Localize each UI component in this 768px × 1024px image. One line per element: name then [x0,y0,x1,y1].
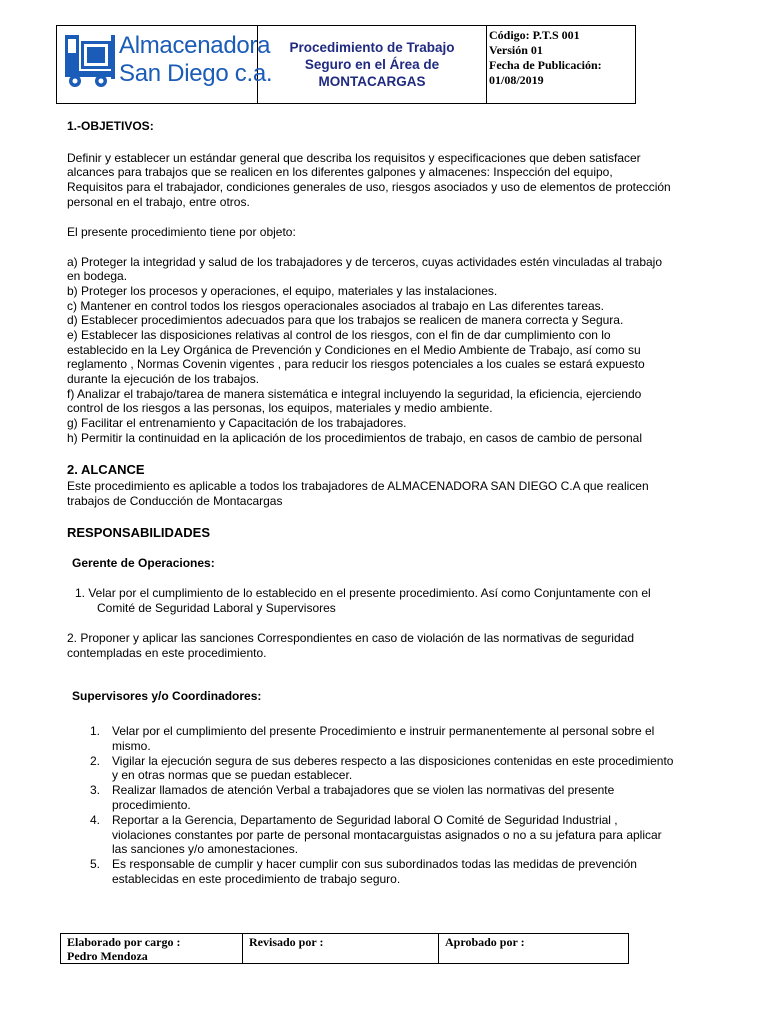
aprobado-cell [439,934,628,963]
section-heading-alcance: 2. ALCANCE [67,462,145,477]
list-item: las sanciones y/o amonestaciones. [112,842,299,856]
paragraph-line: Definir y establecer un estándar general que describa los requisitos y especificaciones que deben satisfacer [67,151,641,165]
header-table [56,25,636,104]
title-line: Seguro en el Área de [304,57,440,72]
objective-item: en bodega. [67,269,128,283]
list-item: violaciones constantes por parte de personal montacarguistas asignados o no a su jefatura para aplicar [112,828,662,842]
list-number: 3. [90,783,101,797]
elaborado-name: Pedro Mendoza [67,949,148,963]
paragraph-line: Requisitos para el trabajador, condiciones generales de uso, riesgos asociados y uso de elementos de protección [67,180,671,194]
list-item: procedimiento. [112,798,191,812]
title-line: MONTACARGAS [318,74,426,89]
objective-item: f) Analizar el trabajo/tarea de manera sistemática e integral incluyendo la seguridad, la eficiencia, ejerciendo [67,387,642,401]
list-item: Reportar a la Gerencia, Departamento de Seguridad laboral O Comité de Seguridad Industrial , [112,813,618,827]
meta-date-label: Fecha de Publicación: [489,58,602,72]
objective-item: e) Establecer las disposiciones relativas al control de los riesgos, con el fin de dar cumplimiento con lo [67,328,611,342]
list-item: y en otras normas que se puedan establecer. [112,768,353,782]
logo-line-2: San Diego c.a. [119,60,273,87]
objective-item: d) Establecer procedimientos adecuados para que los trabajos se realicen de manera correcta y Segura. [67,313,624,327]
forklift-logo-icon [65,31,117,93]
objective-item: b) Proteger los procesos y operaciones, el equipo, materiales y las instalaciones. [67,284,498,298]
list-item: Velar por el cumplimiento del presente Procedimiento e instruir permanentemente al personal sobre el [112,724,655,738]
objective-item: establecido en la Ley Orgánica de Prevención y Condiciones en el Medio Ambiente de Trabajo, así como su [67,343,641,357]
meta-code: Código: P.T.S 001 [489,28,580,42]
list-item: Es responsable de cumplir y hacer cumplir con sus subordinados todas las medidas de prevención [112,857,637,871]
meta-version: Versión 01 [489,43,543,57]
document-title [258,26,487,103]
aprobado-label: Aprobado por : [445,935,525,949]
company-logo [57,26,273,103]
subheading-gerente: Gerente de Operaciones: [72,556,215,570]
alcance-line: Este procedimiento es aplicable a todos los trabajadores de ALMACENADORA SAN DIEGO C.A que realicen [67,479,649,493]
objective-item: c) Mantener en control todos los riesgos operacionales asociados al trabajo en Las diferentes tareas. [67,299,604,313]
objective-item: control de los riesgos a las personas, los equipos, materiales y medio ambiente. [67,401,493,415]
subheading-supervisores: Supervisores y/o Coordinadores: [72,689,262,703]
logo-line-1: Almacenadora [119,32,271,59]
objective-item: reglamento , Normas Covenin vigentes , para reducir los riesgos potenciales a los cuales se estará expuesto [67,357,645,371]
paragraph-line: alcances para trabajos que se realicen en los diferentes galpones y almacenes: Inspección del equipo, [67,165,613,179]
objective-item: a) Proteger la integridad y salud de los trabajadores y de terceros, cuyas actividades estén vinculadas al trabajo [67,255,663,269]
document-meta [487,26,635,103]
elaborado-cell [61,934,243,963]
title-line: Procedimiento de Trabajo [289,40,455,55]
list-item: Vigilar la ejecución segura de sus deberes respecto a las disposiciones contenidas en este procedimiento [112,754,674,768]
revisado-label: Revisado por : [249,935,324,949]
paragraph-line: personal en el trabajo, entre otros. [67,195,250,209]
list-number: 2. [90,754,101,768]
meta-date: 01/08/2019 [489,73,544,87]
elaborado-label: Elaborado por cargo : [67,935,181,949]
list-item: mismo. [112,739,151,753]
objective-item: g) Facilitar el entrenamiento y Capacitación de los trabajadores. [67,416,407,430]
list-item: Realizar llamados de atención Verbal a trabajadores que se violen las normativas del presente [112,783,615,797]
gerente-item-2: 2. Proponer y aplicar las sanciones Correspondientes en caso de violación de las normativas de seguridad [67,631,634,645]
list-number: 5. [90,857,101,871]
gerente-item-2-cont: contempladas en este procedimiento. [67,646,267,660]
section-heading-responsabilidades: RESPONSABILIDADES [67,525,211,540]
list-number: 4. [90,813,101,827]
objective-item: h) Permitir la continuidad en la aplicación de los procedimientos de trabajo, en casos de cambio de personal [67,431,642,445]
revisado-cell [243,934,439,963]
gerente-item-1-cont: Comité de Seguridad Laboral y Supervisores [97,601,336,615]
signature-table [60,933,629,964]
alcance-line: trabajos de Conducción de Montacargas [67,494,283,508]
list-item: establecidas en este procedimiento de trabajo seguro. [112,872,401,886]
list-number: 1. [90,724,101,738]
objectives-intro: El presente procedimiento tiene por objeto: [67,225,296,239]
section-heading-objetivos: 1.-OBJETIVOS: [67,119,154,133]
objective-item: durante la ejecución de los trabajos. [67,372,260,386]
gerente-item-1: 1. Velar por el cumplimiento de lo establecido en el presente procedimiento. Así como Conjuntamente con el [75,586,651,600]
